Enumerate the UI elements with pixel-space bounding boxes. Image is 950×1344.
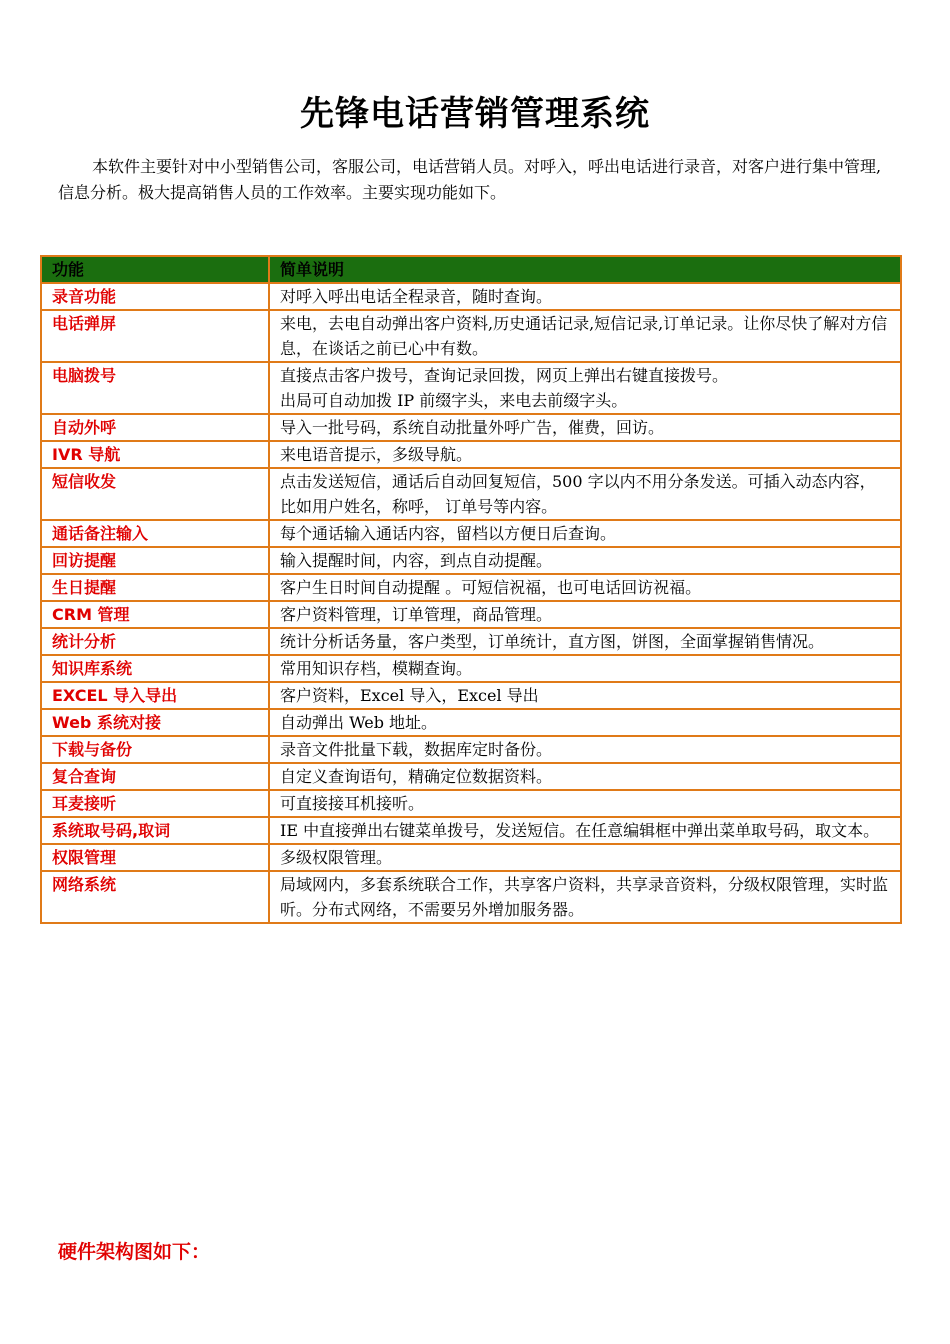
feature-description: 每个通话输入通话内容，留档以方便日后查询。 [269, 520, 901, 547]
table-row [41, 574, 901, 601]
table-row [41, 763, 901, 790]
intro-paragraph: 本软件主要针对中小型销售公司，客服公司，电话营销人员。对呼入，呼出电话进行录音，对客户进行集中管理,信息分析。极大提高销售人员的工作效率。主要实现功能如下。 [58, 157, 882, 202]
feature-description: 来电语音提示，多级导航。 [269, 441, 901, 468]
table-row [41, 441, 901, 468]
feature-description: 客户资料，Excel 导入，Excel 导出 [269, 682, 901, 709]
table-row [41, 817, 901, 844]
feature-name: 耳麦接听 [41, 790, 269, 817]
feature-name: CRM 管理 [41, 601, 269, 628]
feature-name: IVR 导航 [41, 441, 269, 468]
feature-description: 来电，去电自动弹出客户资料,历史通话记录,短信记录,订单记录。让你尽快了解对方信息，在谈话之前已心中有数。 [269, 310, 901, 362]
table-row [41, 844, 901, 871]
header-feature: 功能 [41, 256, 269, 283]
feature-description: 可直接接耳机接听。 [269, 790, 901, 817]
table-row [41, 709, 901, 736]
table-row [41, 628, 901, 655]
feature-name: 生日提醒 [41, 574, 269, 601]
header-description: 简单说明 [269, 256, 901, 283]
feature-description: 点击发送短信，通话后自动回复短信，500 字以内不用分条发送。可插入动态内容，比如用户姓名，称呼， 订单号等内容。 [269, 468, 901, 520]
feature-description: 多级权限管理。 [269, 844, 901, 871]
table-row [41, 601, 901, 628]
feature-name: 电话弹屏 [41, 310, 269, 362]
table-header-row [41, 256, 901, 283]
table-row [41, 310, 901, 362]
feature-name: 统计分析 [41, 628, 269, 655]
feature-description: 录音文件批量下载，数据库定时备份。 [269, 736, 901, 763]
feature-description: 客户生日时间自动提醒 。可短信祝福，也可电话回访祝福。 [269, 574, 901, 601]
table-row [41, 655, 901, 682]
feature-name: Web 系统对接 [41, 709, 269, 736]
table-row [41, 790, 901, 817]
table-row [41, 468, 901, 520]
feature-description: 对呼入呼出电话全程录音，随时查询。 [269, 283, 901, 310]
feature-name: 回访提醒 [41, 547, 269, 574]
feature-name: 下载与备份 [41, 736, 269, 763]
table-row [41, 414, 901, 441]
feature-name: 录音功能 [41, 283, 269, 310]
page-title: 先锋电话营销管理系统 [300, 94, 650, 134]
feature-name: 自动外呼 [41, 414, 269, 441]
feature-name: 系统取号码,取词 [41, 817, 269, 844]
feature-name: EXCEL 导入导出 [41, 682, 269, 709]
table-row [41, 362, 901, 414]
feature-description: 导入一批号码，系统自动批量外呼广告，催费，回访。 [269, 414, 901, 441]
feature-description: 直接点击客户拨号，查询记录回拨，网页上弹出右键直接拨号。 出局可自动加拨 IP 前缀字头，来电去前缀字头。 [269, 362, 901, 414]
feature-description: 客户资料管理，订单管理，商品管理。 [269, 601, 901, 628]
feature-name: 网络系统 [41, 871, 269, 923]
table-row [41, 547, 901, 574]
feature-name: 通话备注输入 [41, 520, 269, 547]
feature-name: 短信收发 [41, 468, 269, 520]
feature-description: IE 中直接弹出右键菜单拨号，发送短信。在任意编辑框中弹出菜单取号码，取文本。 [269, 817, 901, 844]
feature-description: 局域网内，多套系统联合工作，共享客户资料，共享录音资料，分级权限管理，实时监听。分布式网络，不需要另外增加服务器。 [269, 871, 901, 923]
feature-description: 统计分析话务量，客户类型，订单统计，直方图，饼图，全面掌握销售情况。 [269, 628, 901, 655]
table-row [41, 736, 901, 763]
feature-name: 复合查询 [41, 763, 269, 790]
feature-description: 输入提醒时间，内容，到点自动提醒。 [269, 547, 901, 574]
table-row [41, 682, 901, 709]
feature-description: 自动弹出 Web 地址。 [269, 709, 901, 736]
feature-name: 权限管理 [41, 844, 269, 871]
feature-description: 常用知识存档，模糊查询。 [269, 655, 901, 682]
feature-name: 知识库系统 [41, 655, 269, 682]
table-row [41, 520, 901, 547]
feature-name: 电脑拨号 [41, 362, 269, 414]
feature-description: 自定义查询语句，精确定位数据资料。 [269, 763, 901, 790]
feature-table [40, 255, 902, 924]
table-row [41, 283, 901, 310]
table-row [41, 871, 901, 923]
hardware-architecture-heading: 硬件架构图如下： [58, 1241, 211, 1263]
